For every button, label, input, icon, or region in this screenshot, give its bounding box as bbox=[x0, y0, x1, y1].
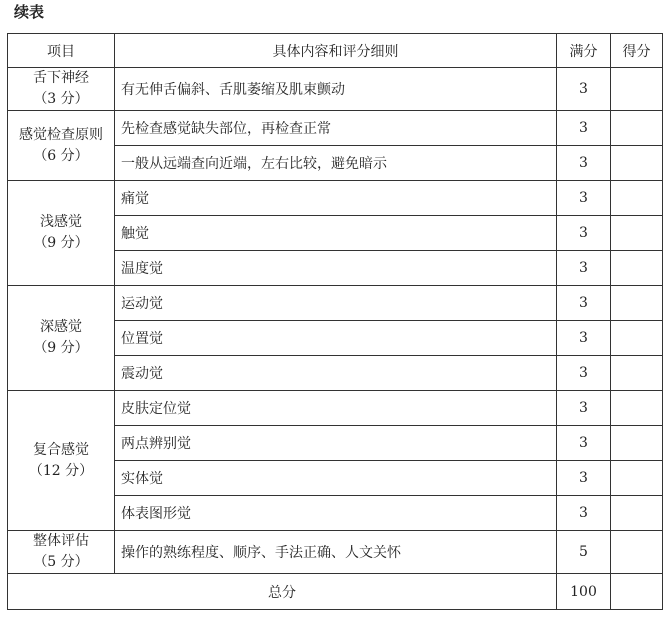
score-cell bbox=[611, 111, 663, 146]
item-cell bbox=[8, 68, 115, 111]
table-row bbox=[8, 531, 663, 574]
detail-cell: 痛觉 bbox=[115, 181, 557, 216]
column-header-detail: 具体内容和评分细则 bbox=[115, 34, 557, 68]
score-cell bbox=[611, 356, 663, 391]
item-points: （9 分） bbox=[33, 340, 89, 356]
item-points: （9 分） bbox=[33, 235, 89, 251]
full-score-cell: 3 bbox=[557, 321, 611, 356]
detail-cell: 先检查感觉缺失部位，再检查正常 bbox=[115, 111, 557, 146]
score-cell bbox=[611, 216, 663, 251]
score-cell bbox=[611, 531, 663, 574]
detail-cell: 触觉 bbox=[115, 216, 557, 251]
total-full-score: 100 bbox=[557, 574, 611, 610]
item-cell bbox=[8, 391, 115, 531]
full-score-cell: 3 bbox=[557, 146, 611, 181]
full-score-cell: 3 bbox=[557, 251, 611, 286]
full-score-cell: 5 bbox=[557, 531, 611, 574]
full-score-cell: 3 bbox=[557, 286, 611, 321]
table-row bbox=[8, 286, 663, 321]
detail-cell: 震动觉 bbox=[115, 356, 557, 391]
full-score-cell: 3 bbox=[557, 216, 611, 251]
total-label: 总分 bbox=[8, 574, 557, 610]
item-points: （12 分） bbox=[28, 462, 94, 479]
item-name: 舌下神经 bbox=[33, 70, 89, 86]
detail-cell: 皮肤定位觉 bbox=[115, 391, 557, 426]
detail-cell: 体表图形觉 bbox=[115, 496, 557, 531]
table-row bbox=[8, 181, 663, 216]
item-cell bbox=[8, 111, 115, 181]
item-name: 浅感觉 bbox=[40, 214, 82, 230]
score-cell bbox=[611, 496, 663, 531]
score-cell bbox=[611, 286, 663, 321]
table-continuation-heading: 续表 bbox=[14, 3, 45, 21]
item-points: （5 分） bbox=[33, 554, 89, 570]
full-score-cell: 3 bbox=[557, 391, 611, 426]
item-name: 复合感觉 bbox=[33, 441, 89, 458]
full-score-cell: 3 bbox=[557, 111, 611, 146]
scoring-table bbox=[7, 33, 663, 610]
score-cell bbox=[611, 146, 663, 181]
detail-cell: 有无伸舌偏斜、舌肌萎缩及肌束颤动 bbox=[115, 68, 557, 111]
full-score-cell: 3 bbox=[557, 426, 611, 461]
total-row bbox=[8, 574, 663, 610]
detail-cell: 运动觉 bbox=[115, 286, 557, 321]
item-cell bbox=[8, 286, 115, 391]
item-points: （6 分） bbox=[33, 147, 89, 164]
table-row bbox=[8, 111, 663, 146]
detail-cell: 实体觉 bbox=[115, 461, 557, 496]
table-row bbox=[8, 391, 663, 426]
detail-cell: 位置觉 bbox=[115, 321, 557, 356]
score-cell bbox=[611, 321, 663, 356]
detail-cell: 操作的熟练程度、顺序、手法正确、人文关怀 bbox=[115, 531, 557, 574]
column-header-item: 项目 bbox=[8, 34, 115, 68]
full-score-cell: 3 bbox=[557, 496, 611, 531]
score-cell bbox=[611, 391, 663, 426]
detail-cell: 温度觉 bbox=[115, 251, 557, 286]
item-cell bbox=[8, 531, 115, 574]
table-body bbox=[8, 68, 663, 574]
detail-cell: 一般从远端查向近端，左右比较，避免暗示 bbox=[115, 146, 557, 181]
total-score-cell bbox=[611, 574, 663, 610]
score-cell bbox=[611, 461, 663, 496]
item-name: 感觉检查原则 bbox=[19, 126, 103, 143]
full-score-cell: 3 bbox=[557, 356, 611, 391]
score-cell bbox=[611, 181, 663, 216]
item-name: 整体评估 bbox=[33, 533, 89, 549]
score-cell bbox=[611, 426, 663, 461]
column-header-score: 得分 bbox=[611, 34, 663, 68]
score-cell bbox=[611, 251, 663, 286]
full-score-cell: 3 bbox=[557, 181, 611, 216]
item-points: （3 分） bbox=[33, 91, 89, 107]
table-row bbox=[8, 68, 663, 111]
detail-cell: 两点辨别觉 bbox=[115, 426, 557, 461]
column-header-full-score: 满分 bbox=[557, 34, 611, 68]
score-cell bbox=[611, 68, 663, 111]
full-score-cell: 3 bbox=[557, 68, 611, 111]
full-score-cell: 3 bbox=[557, 461, 611, 496]
item-name: 深感觉 bbox=[40, 319, 82, 335]
item-cell bbox=[8, 181, 115, 286]
header-row bbox=[8, 34, 663, 68]
